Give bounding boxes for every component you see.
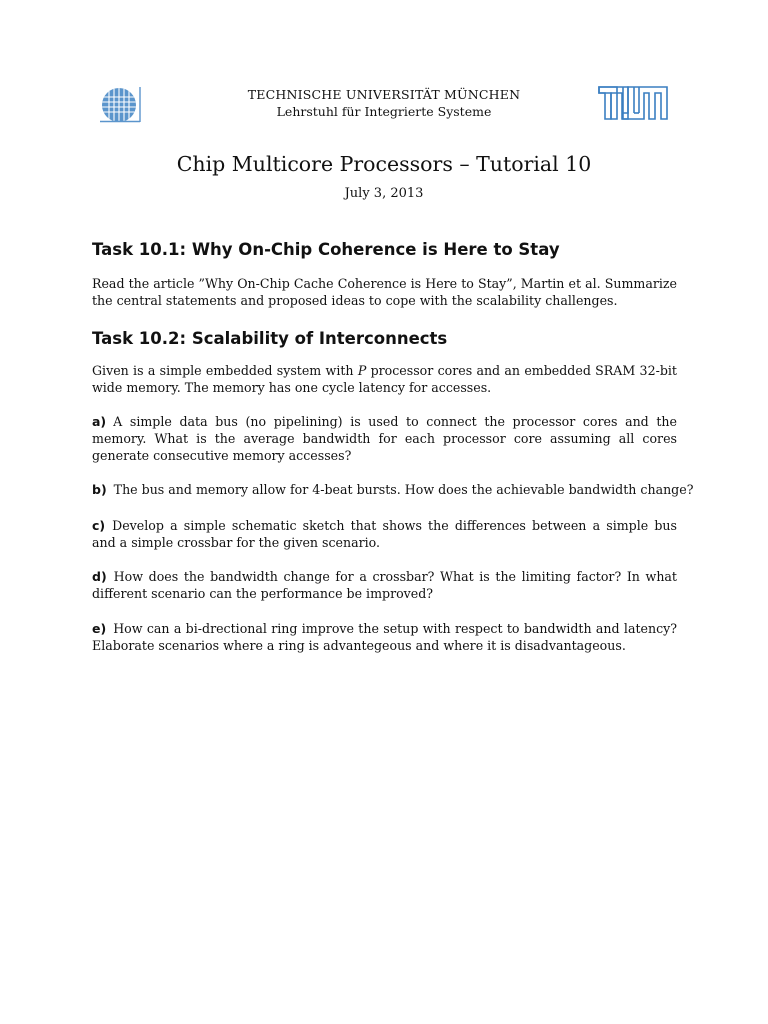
chip-logo-icon	[99, 85, 143, 123]
task-10-1-heading: Task 10.1: Why On-Chip Coherence is Here to Stay	[92, 240, 560, 259]
subtask-a	[92, 413, 677, 464]
subtask-label: e)	[92, 621, 107, 636]
document-date: July 3, 2013	[344, 186, 424, 201]
subtask-text: The bus and memory allow for 4-beat bursts. How does the achievable bandwidth change?	[113, 482, 694, 497]
subtask-label: b)	[92, 482, 107, 497]
task-10-1-body: Read the article ”Why On-Chip Cache Coherence is Here to Stay”, Martin et al. Summarize the central statements and proposed ideas to cope with the scalability challenges.	[92, 276, 677, 308]
task-10-2-intro	[92, 362, 677, 396]
intro-variable: P	[357, 363, 367, 378]
chair-name: Lehrstuhl für Integrierte Systeme	[276, 104, 492, 119]
tum-logo-icon	[598, 86, 668, 122]
document-title: Chip Multicore Processors – Tutorial 10	[176, 152, 592, 176]
subtask-d	[92, 568, 677, 602]
subtask-text: How can a bi-drectional ring improve the setup with respect to bandwidth and latency? Elaborate scenarios where a ring is advantegeous and where it is disadvantageous.	[92, 621, 677, 653]
subtask-text: Develop a simple schematic sketch that shows the differences between a simple bus and a simple crossbar for the given scenario.	[92, 518, 677, 550]
subtask-e	[92, 620, 677, 654]
subtask-b	[92, 481, 694, 498]
subtask-text: How does the bandwidth change for a crossbar? What is the limiting factor? In what different scenario can the performance be improved?	[92, 569, 677, 601]
task-10-2-heading: Task 10.2: Scalability of Interconnects	[92, 329, 448, 348]
subtask-label: c)	[92, 518, 106, 533]
subtask-text: A simple data bus (no pipelining) is used to connect the processor cores and the memory. What is the average bandwidth for each processor core assuming all cores generate consecutive memory accesses?	[92, 414, 677, 463]
subtask-c	[92, 517, 677, 551]
intro-text-before: Given is a simple embedded system with	[92, 363, 358, 378]
subtask-label: a)	[92, 414, 107, 429]
intro-text-after: processor cores and an embedded SRAM 32-bit wide memory. The memory has one cycle latency for accesses.	[92, 363, 677, 395]
subtask-label: d)	[92, 569, 107, 584]
university-name: TECHNISCHE UNIVERSITÄT MÜNCHEN	[247, 87, 521, 102]
